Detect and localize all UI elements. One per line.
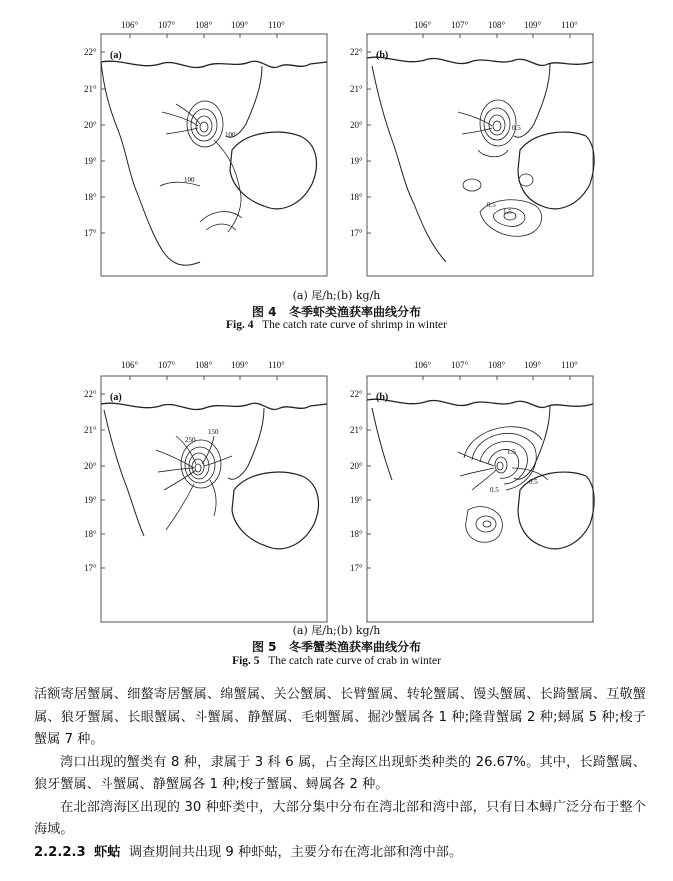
- fig4-a-contour-label: 100: [225, 131, 236, 139]
- fig4-caption-cn: [0, 303, 673, 320]
- lon-tick: 106°: [121, 360, 139, 370]
- fig5-panel-a-label: (a): [110, 392, 122, 403]
- fig4-caption-en-text: The catch rate curve of shrimp in winter: [262, 319, 447, 331]
- fig4-b-contour-label: 0.5: [512, 124, 521, 132]
- fig5-a-contour-label: 250: [185, 436, 196, 444]
- lat-tick: 22°: [84, 389, 97, 399]
- lat-tick: 22°: [84, 47, 97, 57]
- lat-tick: 18°: [350, 192, 363, 202]
- lat-tick: 20°: [350, 120, 363, 130]
- section-title: 虾蛄: [94, 844, 121, 860]
- fig5-panel-b-texts: [350, 360, 578, 573]
- lon-tick: 110°: [268, 360, 285, 370]
- lat-tick: 19°: [350, 156, 363, 166]
- lat-tick: 21°: [84, 84, 97, 94]
- fig5-b-contour-label: 0.5: [490, 486, 499, 494]
- lat-tick: 18°: [350, 529, 363, 539]
- fig4-caption-en: [0, 319, 673, 331]
- fig5-panel-b-label: (b): [376, 392, 389, 403]
- lon-tick: 109°: [524, 360, 542, 370]
- lat-tick: 19°: [84, 495, 97, 505]
- fig5-caption-cn: [0, 638, 673, 655]
- lon-tick: 108°: [195, 20, 213, 30]
- lon-tick: 107°: [451, 20, 469, 30]
- fig5-b-contour-label: 0.5: [529, 478, 538, 486]
- fig4-sub-caption: (a) 尾/h;(b) kg/h: [292, 289, 381, 302]
- fig5-caption-en-text: The catch rate curve of crab in winter: [268, 655, 441, 667]
- lon-tick: 106°: [121, 20, 139, 30]
- fig4-panel-a-label: (a): [110, 50, 122, 61]
- fig5-caption-en: [0, 655, 673, 667]
- paragraph-1: 活额寄居蟹属、细螯寄居蟹属、绵蟹属、关公蟹属、长臂蟹属、转轮蟹属、馒头蟹属、长踦蟹属、互敬蟹属、狼牙蟹属、长眼蟹属、斗蟹属、静蟹属、毛刺蟹属、掘沙蟹属各 1 种;隆背蟹属 2 种;蟳属 5 种;梭子蟹属 7 种。: [34, 687, 646, 747]
- fig4-panel-b-texts: [350, 20, 578, 238]
- lon-tick: 108°: [488, 360, 506, 370]
- lon-tick: 110°: [561, 360, 578, 370]
- fig5-caption-cn-text: 冬季蟹类渔获率曲线分布: [289, 640, 422, 654]
- lon-tick: 107°: [158, 360, 176, 370]
- section-2-2-2-3: [34, 842, 646, 865]
- fig4-caption-en-label: Fig. 4: [226, 319, 254, 331]
- lon-tick: 110°: [561, 20, 578, 30]
- lat-tick: 17°: [84, 563, 97, 573]
- paragraph-3: 在北部湾海区出现的 30 种虾类中，大部分集中分布在湾北部和湾中部，只有日本蟳广泛分布于整个海域。: [34, 799, 646, 837]
- lon-tick: 106°: [414, 360, 432, 370]
- lat-tick: 19°: [84, 156, 97, 166]
- lat-tick: 19°: [350, 495, 363, 505]
- lat-tick: 21°: [350, 425, 363, 435]
- lat-tick: 17°: [350, 228, 363, 238]
- fig5-sub-caption: (a) 尾/h;(b) kg/h: [292, 624, 381, 637]
- lon-tick: 109°: [524, 20, 542, 30]
- lat-tick: 17°: [350, 563, 363, 573]
- lon-tick: 106°: [414, 20, 432, 30]
- fig4-b-contour-label: 1.5: [503, 208, 512, 216]
- lon-tick: 108°: [488, 20, 506, 30]
- figure-4-maps: [0, 0, 673, 335]
- fig4-panel-b: [367, 34, 594, 276]
- fig5-caption-cn-label: 图 5: [251, 640, 277, 654]
- lat-tick: 18°: [84, 192, 97, 202]
- lat-tick: 20°: [350, 461, 363, 471]
- fig5-b-contour-label: 1.5: [507, 448, 516, 456]
- fig4-caption-cn-label: 图 4: [251, 305, 277, 319]
- fig4-panel-b-label: (b): [376, 50, 389, 61]
- lat-tick: 21°: [84, 425, 97, 435]
- figure-5-maps: [0, 340, 673, 630]
- lon-tick: 109°: [231, 20, 249, 30]
- fig4-panel-a-texts: [84, 20, 285, 238]
- lon-tick: 108°: [195, 360, 213, 370]
- body-text: [34, 684, 646, 864]
- lon-tick: 109°: [231, 360, 249, 370]
- fig4-b-contour-label: 0.5: [487, 201, 496, 209]
- paragraph-2: 湾口出现的蟹类有 8 种，隶属于 3 科 6 属，占全海区出现虾类种类的 26.67%。其中，长踦蟹属、狼牙蟹属、斗蟹属、静蟹属各 1 种;梭子蟹属、蟳属各 2 种。: [34, 754, 646, 792]
- fig5-caption-en-label: Fig. 5: [232, 655, 260, 667]
- lat-tick: 18°: [84, 529, 97, 539]
- lat-tick: 22°: [350, 47, 363, 57]
- lon-tick: 107°: [451, 360, 469, 370]
- lat-tick: 20°: [84, 461, 97, 471]
- section-number: 2.2.2.3: [34, 844, 86, 860]
- lat-tick: 21°: [350, 84, 363, 94]
- figure-5: [0, 340, 673, 630]
- lon-tick: 110°: [268, 20, 285, 30]
- lon-tick: 107°: [158, 20, 176, 30]
- figure-4: [0, 0, 673, 335]
- fig4-panel-a: [101, 34, 327, 276]
- lat-tick: 17°: [84, 228, 97, 238]
- section-text: 调查期间共出现 9 种虾蛄，主要分布在湾北部和湾中部。: [128, 844, 463, 860]
- fig5-panel-b: [367, 376, 594, 622]
- fig4-caption-cn-text: 冬季虾类渔获率曲线分布: [289, 305, 422, 319]
- fig5-a-contour-label: 150: [208, 428, 219, 436]
- fig5-panel-a: [101, 376, 327, 622]
- lat-tick: 20°: [84, 120, 97, 130]
- lat-tick: 22°: [350, 389, 363, 399]
- fig4-a-contour-label: 100: [184, 176, 195, 184]
